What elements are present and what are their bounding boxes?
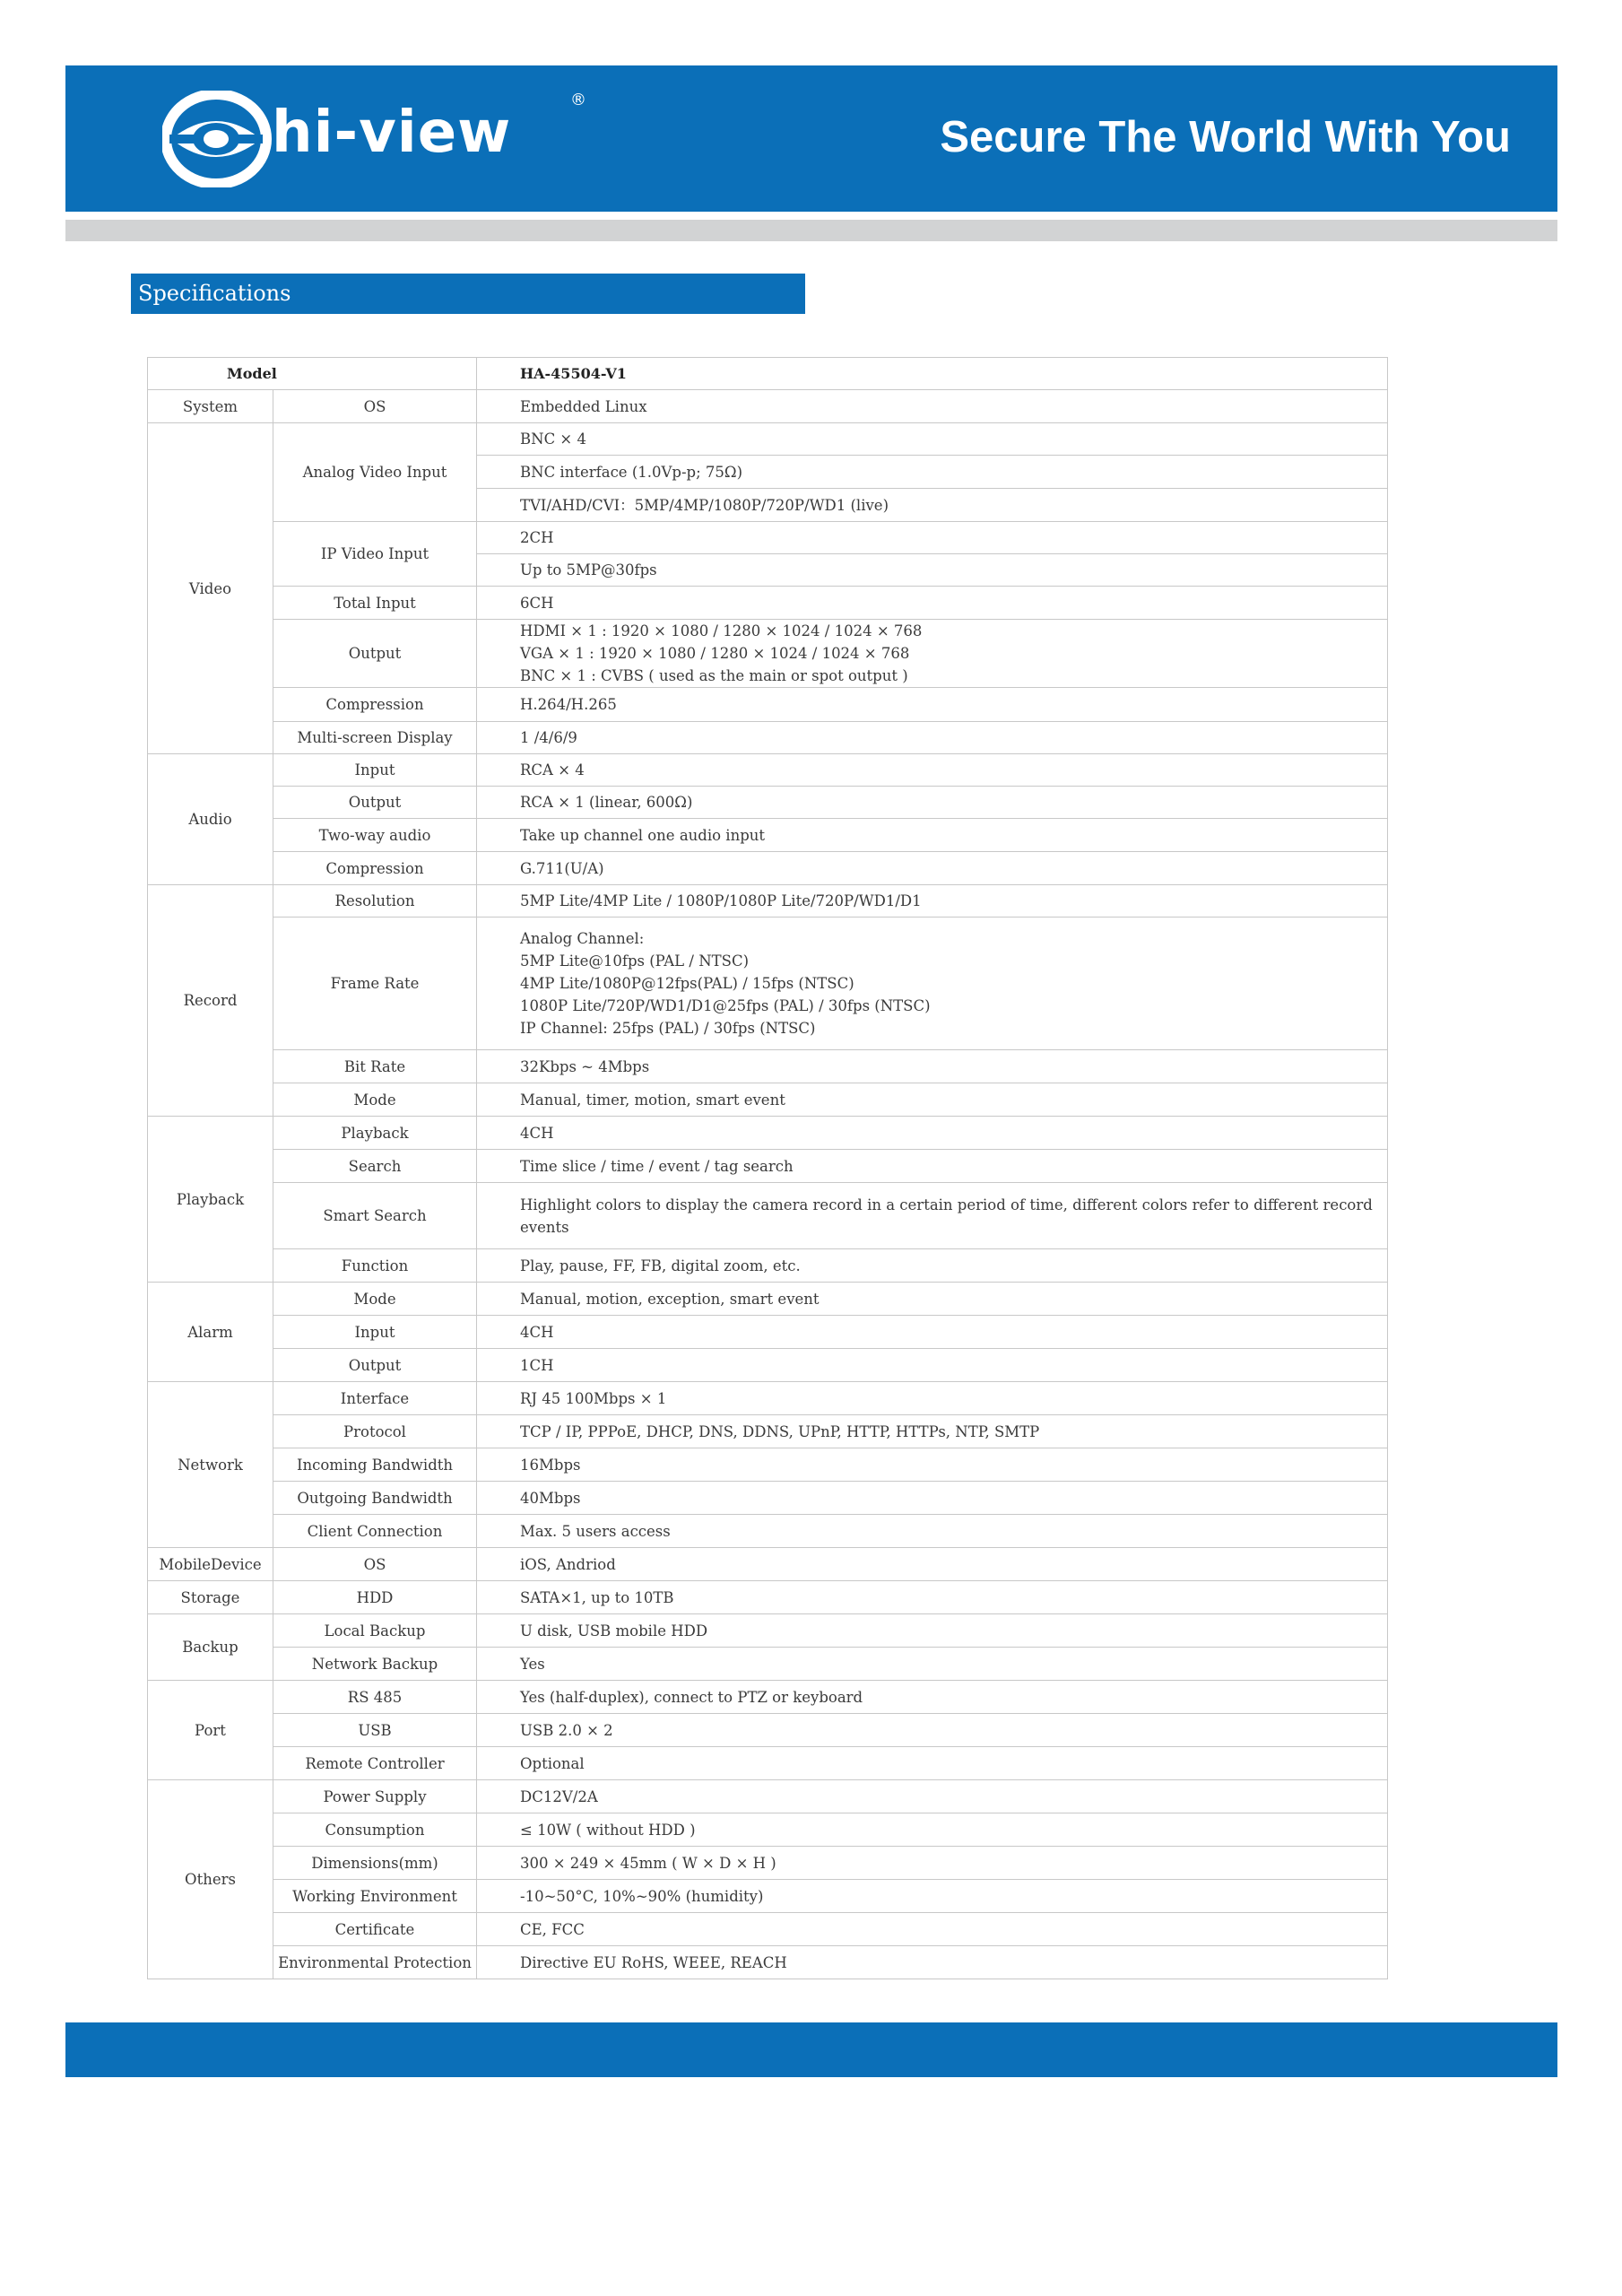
eye-logo-icon bbox=[162, 91, 274, 187]
model-label-text: Model bbox=[227, 365, 277, 382]
table-row bbox=[148, 819, 1388, 852]
value-line: Manual, timer, motion, smart event bbox=[520, 1091, 785, 1109]
table-row bbox=[148, 754, 1388, 787]
table-row bbox=[148, 1050, 1388, 1083]
feature-cell: HDD bbox=[273, 1581, 477, 1614]
feature-cell: Outgoing Bandwidth bbox=[273, 1482, 477, 1515]
value-cell bbox=[477, 852, 1388, 885]
value-line: IP Channel: 25fps (PAL) / 30fps (NTSC) bbox=[520, 1020, 816, 1037]
value-line: Analog Channel: bbox=[520, 930, 645, 947]
value-line: 2CH bbox=[520, 529, 554, 546]
value-line: Play, pause, FF, FB, digital zoom, etc. bbox=[520, 1257, 801, 1274]
value-cell bbox=[477, 1050, 1388, 1083]
table-row bbox=[148, 1415, 1388, 1448]
value-line: Optional bbox=[520, 1754, 585, 1772]
value-cell bbox=[477, 1415, 1388, 1448]
feature-cell: Client Connection bbox=[273, 1515, 477, 1548]
value-line: Directive EU RoHS, WEEE, REACH bbox=[520, 1953, 787, 1971]
value-line: RCA × 1 (linear, 600Ω) bbox=[520, 794, 693, 811]
table-row bbox=[148, 688, 1388, 722]
category-cell: Video bbox=[148, 423, 273, 754]
value-cell bbox=[477, 918, 1388, 1050]
value-cell bbox=[477, 1083, 1388, 1117]
category-cell: Playback bbox=[148, 1117, 273, 1283]
value-cell bbox=[477, 1448, 1388, 1482]
value-line: -10~50°C, 10%~90% (humidity) bbox=[520, 1887, 764, 1905]
value-cell bbox=[477, 1515, 1388, 1548]
value-cell bbox=[477, 1847, 1388, 1880]
table-row bbox=[148, 1283, 1388, 1316]
table-row bbox=[148, 1515, 1388, 1548]
value-cell bbox=[477, 819, 1388, 852]
value-line: 16Mbps bbox=[520, 1456, 581, 1474]
table-row bbox=[148, 1747, 1388, 1780]
table-row bbox=[148, 1847, 1388, 1880]
category-cell: Alarm bbox=[148, 1283, 273, 1382]
category-cell: System bbox=[148, 390, 273, 423]
model-value bbox=[477, 358, 1388, 390]
table-row bbox=[148, 1448, 1388, 1482]
feature-cell: OS bbox=[273, 390, 477, 423]
value-line: 4CH bbox=[520, 1323, 554, 1341]
value-cell bbox=[477, 1614, 1388, 1648]
category-cell: Audio bbox=[148, 754, 273, 885]
feature-cell: Working Environment bbox=[273, 1880, 477, 1913]
category-cell: Port bbox=[148, 1681, 273, 1780]
value-line: RJ 45 100Mbps × 1 bbox=[520, 1389, 667, 1407]
footer-bar bbox=[65, 2022, 1557, 2077]
value-line: G.711(U/A) bbox=[520, 859, 604, 877]
feature-cell: Output bbox=[273, 1349, 477, 1382]
value-cell bbox=[477, 1780, 1388, 1813]
value-line: TVI/AHD/CVI：5MP/4MP/1080P/720P/WD1 (live) bbox=[520, 496, 889, 514]
value-cell bbox=[477, 1349, 1388, 1382]
table-row bbox=[148, 423, 1388, 456]
table-row bbox=[148, 722, 1388, 754]
feature-cell: Certificate bbox=[273, 1913, 477, 1946]
table-row bbox=[148, 852, 1388, 885]
table-row bbox=[148, 1183, 1388, 1249]
value-line: Take up channel one audio input bbox=[520, 826, 766, 844]
table-row bbox=[148, 1382, 1388, 1415]
feature-cell: Playback bbox=[273, 1117, 477, 1150]
value-line: DC12V/2A bbox=[520, 1787, 598, 1805]
table-row bbox=[148, 1316, 1388, 1349]
feature-cell: IP Video Input bbox=[273, 522, 477, 587]
value-cell bbox=[477, 754, 1388, 787]
value-cell bbox=[477, 1382, 1388, 1415]
category-cell: Backup bbox=[148, 1614, 273, 1681]
feature-cell: Incoming Bandwidth bbox=[273, 1448, 477, 1482]
value-cell bbox=[477, 1880, 1388, 1913]
table-row bbox=[148, 1349, 1388, 1382]
value-cell bbox=[477, 1548, 1388, 1581]
model-value-text: HA-45504-V1 bbox=[520, 365, 627, 382]
value-cell bbox=[477, 722, 1388, 754]
feature-cell: OS bbox=[273, 1548, 477, 1581]
value-line: 5MP Lite/4MP Lite / 1080P/1080P Lite/720P/WD1/D1 bbox=[520, 892, 922, 909]
model-label bbox=[148, 358, 477, 390]
value-line: Yes (half-duplex), connect to PTZ or keyboard bbox=[520, 1688, 863, 1706]
feature-cell: Output bbox=[273, 787, 477, 819]
table-row bbox=[148, 1913, 1388, 1946]
value-line: Yes bbox=[520, 1655, 545, 1673]
category-cell: Network bbox=[148, 1382, 273, 1548]
value-line: 40Mbps bbox=[520, 1489, 581, 1507]
feature-cell: Local Backup bbox=[273, 1614, 477, 1648]
table-row bbox=[148, 918, 1388, 1050]
value-cell bbox=[477, 1747, 1388, 1780]
header-banner bbox=[65, 65, 1557, 212]
value-line: 1CH bbox=[520, 1356, 554, 1374]
table-row bbox=[148, 885, 1388, 918]
table-header-row bbox=[148, 358, 1388, 390]
value-cell bbox=[477, 1183, 1388, 1249]
value-cell bbox=[477, 885, 1388, 918]
value-cell bbox=[477, 522, 1388, 554]
value-line: 32Kbps ~ 4Mbps bbox=[520, 1057, 650, 1075]
feature-cell: Power Supply bbox=[273, 1780, 477, 1813]
table-row bbox=[148, 1648, 1388, 1681]
value-line: 1080P Lite/720P/WD1/D1@25fps (PAL) / 30fps (NTSC) bbox=[520, 997, 931, 1014]
feature-cell: Dimensions(mm) bbox=[273, 1847, 477, 1880]
category-cell: MobileDevice bbox=[148, 1548, 273, 1581]
section-title: Specifications bbox=[131, 274, 805, 314]
value-cell bbox=[477, 1813, 1388, 1847]
feature-cell: Network Backup bbox=[273, 1648, 477, 1681]
value-cell bbox=[477, 1581, 1388, 1614]
feature-cell: Two-way audio bbox=[273, 819, 477, 852]
feature-cell: Interface bbox=[273, 1382, 477, 1415]
value-cell bbox=[477, 1150, 1388, 1183]
value-line: VGA × 1 : 1920 × 1080 / 1280 × 1024 / 1024 × 768 bbox=[520, 645, 910, 662]
value-line: 1 /4/6/9 bbox=[520, 729, 577, 746]
table-row bbox=[148, 1813, 1388, 1847]
feature-cell: Compression bbox=[273, 688, 477, 722]
feature-cell: Function bbox=[273, 1249, 477, 1283]
value-cell bbox=[477, 587, 1388, 620]
value-cell bbox=[477, 1648, 1388, 1681]
table-row bbox=[148, 1150, 1388, 1183]
feature-cell: Frame Rate bbox=[273, 918, 477, 1050]
value-line: RCA × 4 bbox=[520, 761, 585, 778]
table-row bbox=[148, 1581, 1388, 1614]
category-cell: Others bbox=[148, 1780, 273, 1979]
value-line: events bbox=[520, 1218, 569, 1236]
feature-cell: Resolution bbox=[273, 885, 477, 918]
value-cell bbox=[477, 1946, 1388, 1979]
grey-divider bbox=[65, 220, 1557, 241]
table-row bbox=[148, 1117, 1388, 1150]
feature-cell: Total Input bbox=[273, 587, 477, 620]
value-cell bbox=[477, 390, 1388, 423]
value-line: USB 2.0 × 2 bbox=[520, 1721, 613, 1739]
feature-cell: Output bbox=[273, 620, 477, 688]
feature-cell: Mode bbox=[273, 1083, 477, 1117]
category-cell: Storage bbox=[148, 1581, 273, 1614]
feature-cell: Environmental Protection bbox=[273, 1946, 477, 1979]
value-line: Time slice / time / event / tag search bbox=[520, 1157, 794, 1175]
feature-cell: Search bbox=[273, 1150, 477, 1183]
table-row bbox=[148, 1780, 1388, 1813]
value-cell bbox=[477, 1117, 1388, 1150]
table-row bbox=[148, 587, 1388, 620]
table-row bbox=[148, 1548, 1388, 1581]
feature-cell: Compression bbox=[273, 852, 477, 885]
value-cell bbox=[477, 1482, 1388, 1515]
value-line: Embedded Linux bbox=[520, 397, 647, 415]
category-cell: Record bbox=[148, 885, 273, 1117]
value-cell bbox=[477, 1714, 1388, 1747]
value-cell bbox=[477, 1913, 1388, 1946]
value-line: HDMI × 1 : 1920 × 1080 / 1280 × 1024 / 1024 × 768 bbox=[520, 622, 923, 639]
feature-cell: Smart Search bbox=[273, 1183, 477, 1249]
value-line: 4CH bbox=[520, 1124, 554, 1142]
table-row bbox=[148, 1083, 1388, 1117]
feature-cell: Remote Controller bbox=[273, 1747, 477, 1780]
table-row bbox=[148, 522, 1388, 554]
feature-cell: Bit Rate bbox=[273, 1050, 477, 1083]
value-line: SATA×1, up to 10TB bbox=[520, 1588, 674, 1606]
value-cell bbox=[477, 688, 1388, 722]
value-cell bbox=[477, 787, 1388, 819]
value-line: Up to 5MP@30fps bbox=[520, 561, 657, 578]
table-row bbox=[148, 1614, 1388, 1648]
value-line: CE, FCC bbox=[520, 1920, 585, 1938]
table-row bbox=[148, 390, 1388, 423]
feature-cell: Input bbox=[273, 754, 477, 787]
value-cell bbox=[477, 1283, 1388, 1316]
table-row bbox=[148, 1681, 1388, 1714]
feature-cell: Analog Video Input bbox=[273, 423, 477, 522]
spec-table bbox=[147, 357, 1388, 1979]
value-line: Max. 5 users access bbox=[520, 1522, 671, 1540]
value-line: Manual, motion, exception, smart event bbox=[520, 1290, 820, 1308]
table-row bbox=[148, 787, 1388, 819]
value-line: BNC interface (1.0Vp-p; 75Ω) bbox=[520, 463, 743, 481]
value-line: H.264/H.265 bbox=[520, 696, 617, 713]
feature-cell: Multi-screen Display bbox=[273, 722, 477, 754]
value-line: 5MP Lite@10fps (PAL / NTSC) bbox=[520, 952, 750, 970]
value-cell bbox=[477, 489, 1388, 522]
value-line: iOS, Andriod bbox=[520, 1555, 616, 1573]
feature-cell: Mode bbox=[273, 1283, 477, 1316]
brand-name: hi-view bbox=[272, 100, 512, 166]
table-row bbox=[148, 1482, 1388, 1515]
registered-mark: ® bbox=[570, 91, 586, 109]
value-cell bbox=[477, 1681, 1388, 1714]
value-line: BNC × 1 : CVBS ( used as the main or spot output ) bbox=[520, 667, 908, 684]
value-line: TCP / IP, PPPoE, DHCP, DNS, DDNS, UPnP, HTTP, HTTPs, NTP, SMTP bbox=[520, 1422, 1040, 1440]
value-line: 4MP Lite/1080P@12fps(PAL) / 15fps (NTSC) bbox=[520, 975, 854, 992]
feature-cell: Consumption bbox=[273, 1813, 477, 1847]
feature-cell: RS 485 bbox=[273, 1681, 477, 1714]
value-cell bbox=[477, 1316, 1388, 1349]
table-row bbox=[148, 1714, 1388, 1747]
value-cell bbox=[477, 1249, 1388, 1283]
value-line: ≤ 10W ( without HDD ) bbox=[520, 1821, 696, 1839]
table-row bbox=[148, 1946, 1388, 1979]
hi-view-logo bbox=[162, 91, 593, 189]
feature-cell: Protocol bbox=[273, 1415, 477, 1448]
slogan: Secure The World With You bbox=[940, 113, 1511, 161]
value-line: Highlight colors to display the camera record in a certain period of time, different colors refer to different record bbox=[520, 1196, 1373, 1213]
value-cell bbox=[477, 423, 1388, 456]
value-line: U disk, USB mobile HDD bbox=[520, 1622, 708, 1639]
value-line: 300 × 249 × 45mm ( W × D × H ) bbox=[520, 1854, 776, 1872]
value-cell bbox=[477, 554, 1388, 587]
table-row bbox=[148, 1880, 1388, 1913]
value-cell bbox=[477, 620, 1388, 688]
feature-cell: Input bbox=[273, 1316, 477, 1349]
value-line: BNC × 4 bbox=[520, 430, 587, 448]
feature-cell: USB bbox=[273, 1714, 477, 1747]
value-cell bbox=[477, 456, 1388, 489]
table-row bbox=[148, 1249, 1388, 1283]
table-row bbox=[148, 620, 1388, 688]
value-line: 6CH bbox=[520, 594, 554, 612]
